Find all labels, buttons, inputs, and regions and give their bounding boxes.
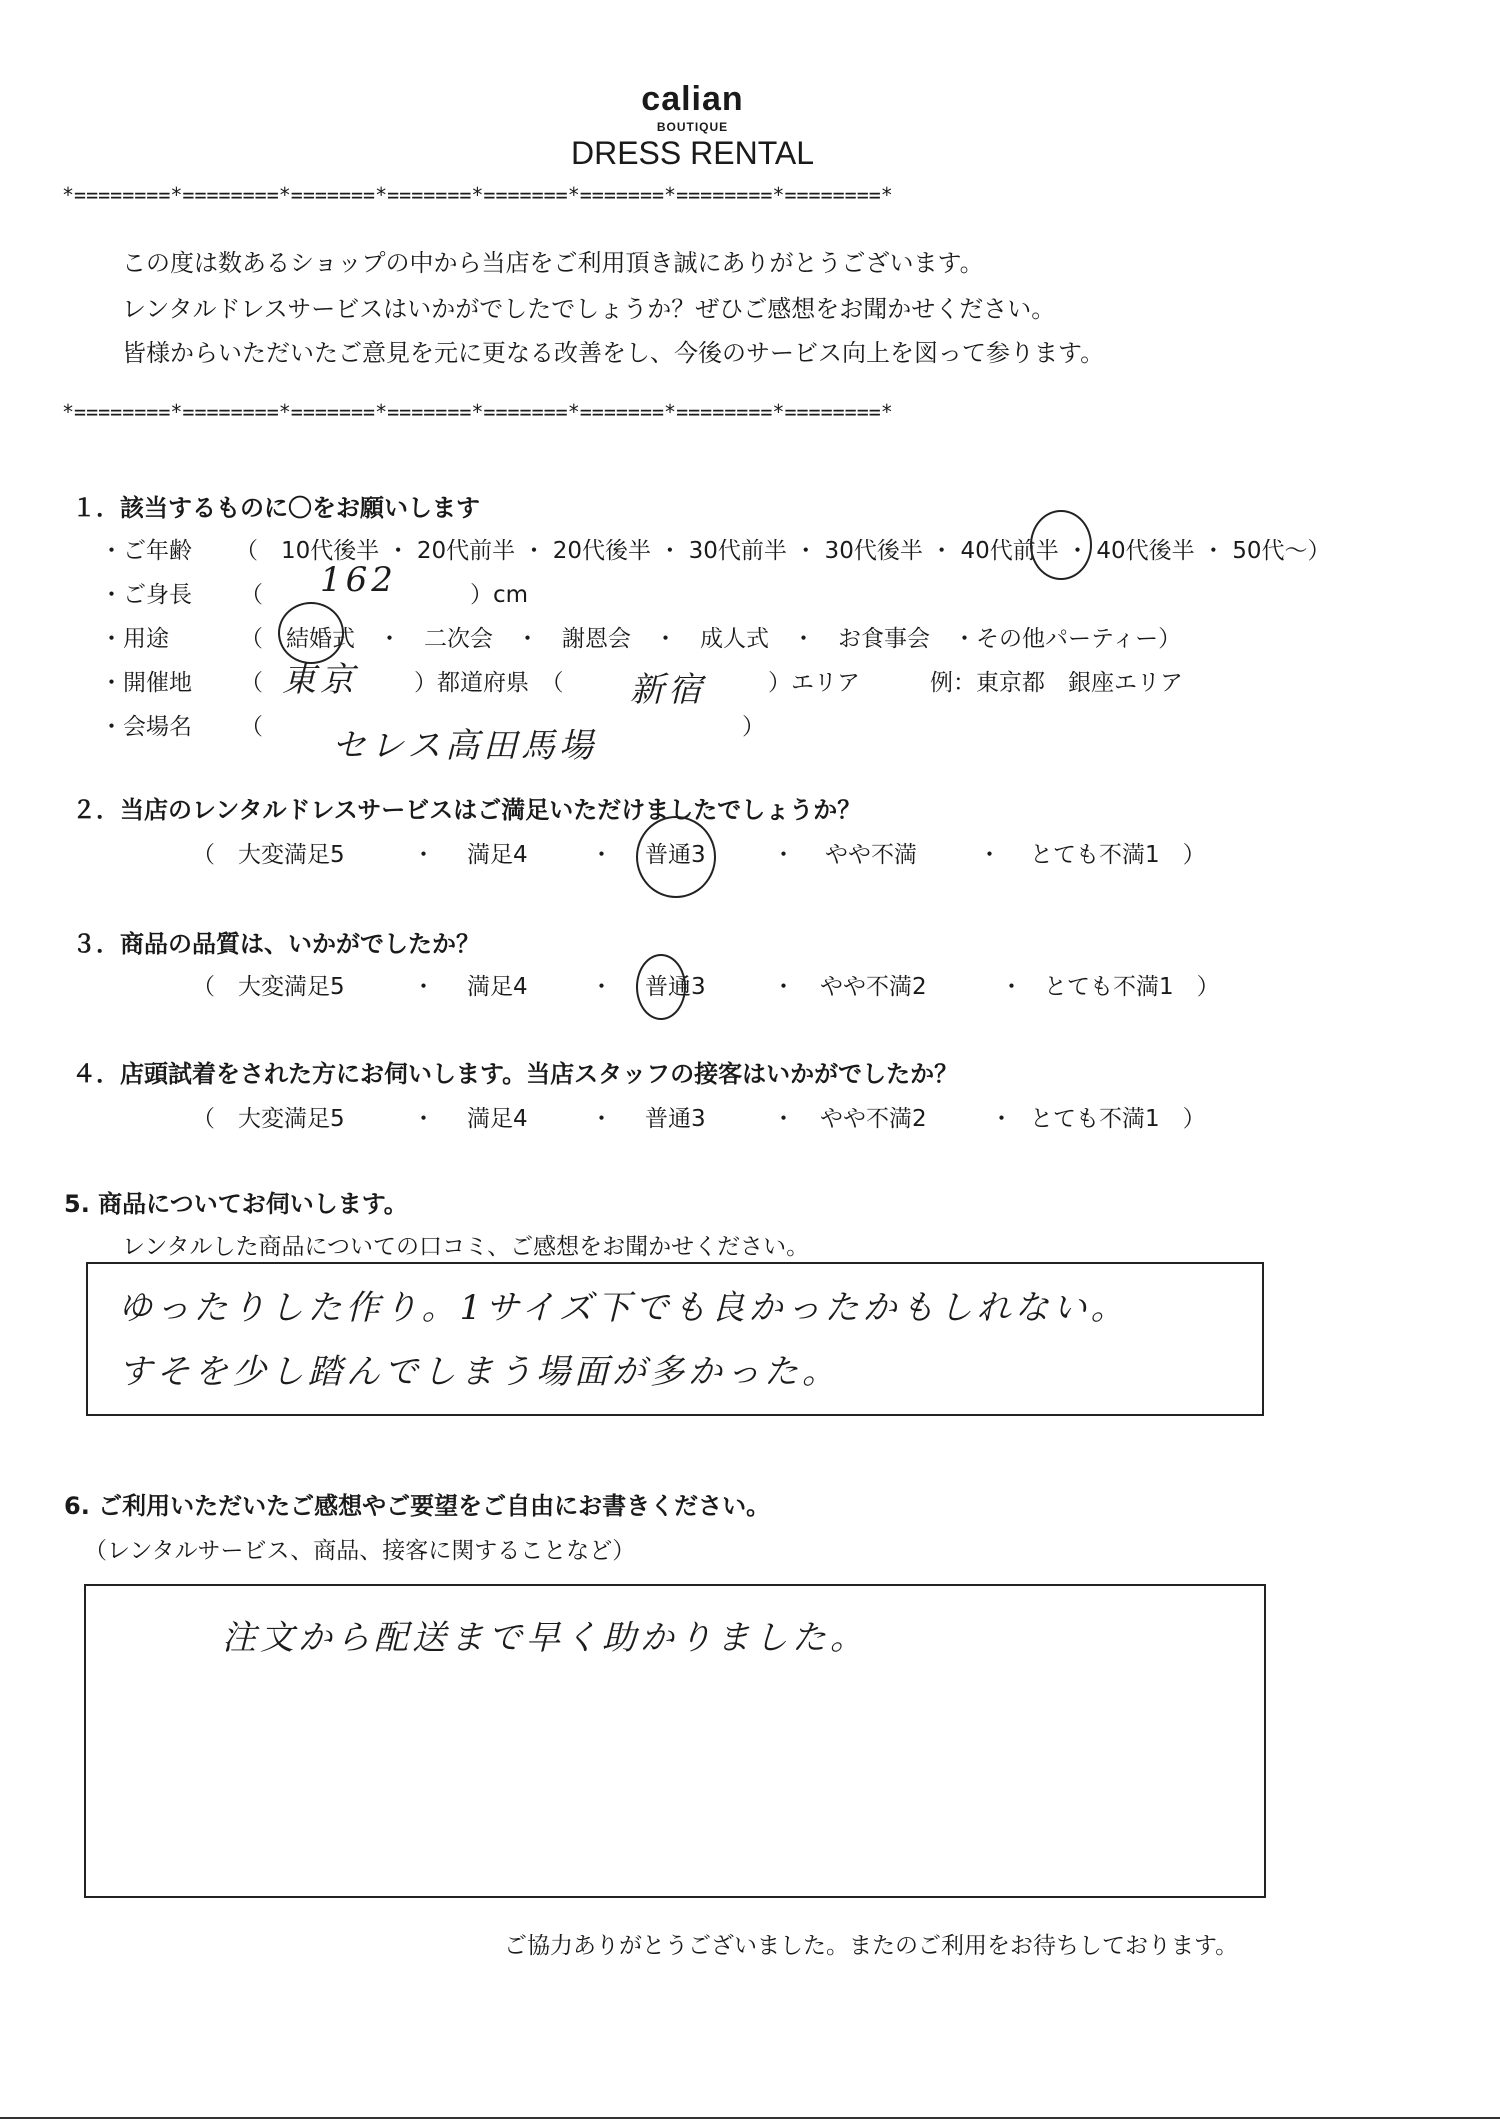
- q2-dot: ・: [978, 842, 1001, 868]
- venue-area-label: ・開催地: [100, 670, 192, 696]
- bottom-rule: [0, 2117, 1500, 2119]
- q1-title: １．該当するものに〇をお願いします: [72, 494, 480, 522]
- purpose-options: （ 結婚式 ・ 二次会 ・ 謝恩会 ・ 成人式 ・ お食事会 ・その他パーティー）: [240, 626, 1182, 652]
- q4-dot: ・: [990, 1106, 1013, 1132]
- brand-service: DRESS RENTAL: [570, 135, 814, 171]
- brand-logo: calian: [641, 80, 744, 118]
- q3-option-3: 普通3: [645, 974, 706, 1000]
- q4-option-1: とても不満1 ）: [1030, 1106, 1206, 1132]
- q3-title: ３．商品の品質は、いかがでしたか？: [72, 930, 480, 958]
- height-unit: ）cm: [470, 582, 529, 608]
- venue-name-open: （: [240, 714, 263, 740]
- q6-title: 6. ご利用いただいたご感想やご要望をご自由にお書きください。: [64, 1492, 771, 1520]
- q4-dot: ・: [412, 1106, 435, 1132]
- q2-dot: ・: [772, 842, 795, 868]
- q4-dot: ・: [772, 1106, 795, 1132]
- venue-name-close: ）: [742, 714, 765, 740]
- q3-option-5: （ 大変満足5: [192, 974, 345, 1000]
- area-value: 新宿: [630, 670, 706, 710]
- q4-option-2: やや不満2: [820, 1106, 927, 1132]
- q4-option-3: 普通3: [645, 1106, 706, 1132]
- intro-line-3: 皆様からいただいたご意見を元に更なる改善をし、今後のサービス向上を図って参ります。: [122, 339, 1105, 367]
- q3-selected-circle: [636, 954, 686, 1020]
- height-label: ・ご身長: [100, 582, 192, 608]
- height-open: （: [240, 582, 263, 608]
- venue-name-value: セレス高田馬場: [332, 726, 597, 766]
- venue-name-label: ・会場名: [100, 714, 192, 740]
- q6-subtitle: （レンタルサービス、商品、接客に関することなど）: [84, 1538, 636, 1564]
- q3-dot: ・: [772, 974, 795, 1000]
- q3-option-4: 満足4: [467, 974, 528, 1000]
- venue-area-mid: ）都道府県 （: [414, 670, 564, 696]
- q3-dot: ・: [1000, 974, 1023, 1000]
- q2-option-3: 普通3: [645, 842, 706, 868]
- q6-answer: 注文から配送まで早く助かりました。: [222, 1618, 868, 1658]
- venue-area-example: 例：東京都 銀座エリア: [930, 670, 1183, 696]
- q3-dot: ・: [412, 974, 435, 1000]
- q4-title: ４．店頭試着をされた方にお伺いします。当店スタッフの接客はいかがでしたか？: [72, 1060, 959, 1088]
- height-value: 162: [320, 560, 397, 600]
- q5-answer-line-1: ゆったりした作り。1サイズ下でも良かったかもしれない。: [118, 1288, 1129, 1328]
- q2-selected-circle: [636, 816, 716, 898]
- q4-dot: ・: [590, 1106, 613, 1132]
- q2-option-1: とても不満1 ）: [1030, 842, 1206, 868]
- q3-dot: ・: [590, 974, 613, 1000]
- q2-dot: ・: [590, 842, 613, 868]
- q5-answer-line-2: すそを少し踏んでしまう場面が多かった。: [118, 1352, 840, 1392]
- age-label: ・ご年齢: [100, 538, 192, 564]
- footer-message: ご協力ありがとうございました。またのご利用をお待ちしております。: [504, 1933, 1239, 1959]
- q2-title: ２．当店のレンタルドレスサービスはご満足いただけましたでしょうか？: [72, 796, 862, 824]
- age-selected-circle: [1030, 510, 1092, 580]
- prefecture-value: 東京: [282, 660, 358, 700]
- q2-option-4: 満足4: [467, 842, 528, 868]
- q2-option-5: （ 大変満足5: [192, 842, 345, 868]
- q4-option-5: （ 大変満足5: [192, 1106, 345, 1132]
- q3-option-2: やや不満2: [820, 974, 927, 1000]
- q5-subtitle: レンタルした商品についての口コミ、ご感想をお聞かせください。: [122, 1234, 810, 1260]
- separator-bottom: *========*========*=======*=======*=======*=======*========*========*: [62, 400, 893, 424]
- q2-dot: ・: [412, 842, 435, 868]
- q3-option-1: とても不満1 ）: [1044, 974, 1220, 1000]
- q2-option-2: やや不満: [825, 842, 917, 868]
- venue-area-close: ）エリア: [768, 670, 860, 696]
- purpose-label: ・用途: [100, 626, 169, 652]
- venue-area-open: （: [240, 670, 263, 696]
- q4-option-4: 満足4: [467, 1106, 528, 1132]
- age-options: （ 10代後半 ・ 20代前半 ・ 20代後半 ・ 30代前半 ・ 30代後半 ・ 40代前半 ・ 40代後半 ・ 50代～）: [235, 538, 1331, 564]
- brand-subtitle: BOUTIQUE: [656, 120, 729, 134]
- intro-line-2: レンタルドレスサービスはいかがでしたでしょうか？ぜひご感想をお聞かせください。: [122, 295, 1056, 323]
- separator-top: *========*========*=======*=======*=======*=======*========*========*: [62, 183, 893, 207]
- intro-line-1: この度は数あるショップの中から当店をご利用頂き誠にありがとうございます。: [122, 249, 984, 277]
- q5-title: 5. 商品についてお伺いします。: [64, 1190, 408, 1218]
